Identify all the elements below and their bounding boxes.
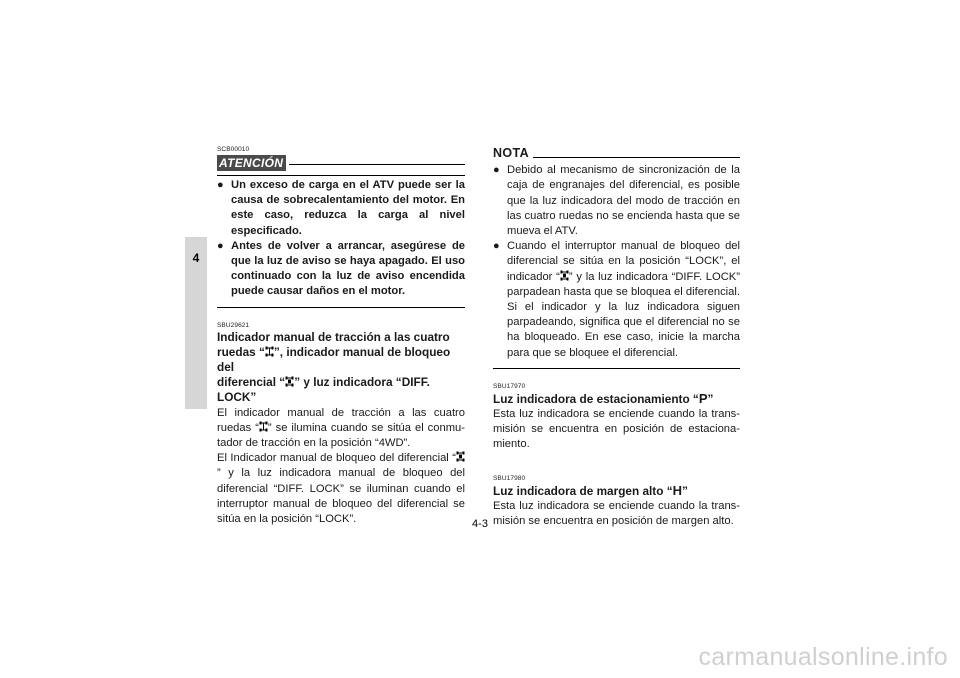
caution-rule — [289, 164, 465, 165]
watermark: carmanualsonline.info — [698, 643, 948, 671]
parking-icon: P — [698, 390, 708, 406]
4wd-icon — [259, 421, 268, 432]
diff-lock-icon — [456, 451, 465, 462]
page-number: 4-3 — [472, 518, 488, 530]
section-heading-high: Luz indicadora de margen alto “H” — [493, 482, 688, 498]
bullet-icon: ● — [217, 179, 224, 191]
caution-label: ATENCIÓN — [217, 155, 286, 171]
caution-header — [217, 155, 465, 171]
diff-lock-icon — [560, 270, 569, 281]
section-code: SBU17980 — [493, 474, 526, 482]
caution-end-rule — [217, 307, 465, 308]
section-heading-park: Luz indicadora de estacionamiento “P” — [493, 390, 714, 406]
caution-item: ● Un exceso de carga en el ATV puede ser la causa de sobrecalentamiento del motor. En este caso, reduzca la carga al nivel especificado. — [217, 179, 465, 237]
caution-code: SCB00010 — [217, 146, 250, 153]
nota-item: ● Cuando el interruptor manual de bloqueo del diferencial se sitúa en la posición “LOCK”, el indicador “ ” y la luz indicadora “DIFF. LOCK” parpadean hasta que se bloquea el diferencial. Si el indicador y la luz indicadora siguen parpadeando, significa que el diferencial no se ha bloqueado. En ese caso, inicie la marcha para que se bloquee el diferencial. — [493, 240, 740, 359]
diff-lock-icon — [285, 376, 294, 387]
paragraph: El Indicador manual de bloqueo del diferencial “” y la luz indicadora manual de bloqueo del diferencial “DIFF. LOCK” se iluminan cuando el interruptor manual de bloqueo del diferencial se sitúa en la posición “LOCK”. — [217, 452, 465, 526]
right-column — [493, 146, 740, 529]
chapter-number: 4 — [192, 251, 200, 265]
paragraph: El indicador manual de tracción a las cuatro ruedas “ ” se ilumina cuando se sitúa el conmutador de tracción en la posición “4WD”. — [217, 406, 465, 450]
paragraph: Esta luz indicadora se enciende cuando la transmisión se encuentra en posición de margen alto. — [493, 499, 740, 528]
section-code: SBU29621 — [217, 321, 250, 329]
bullet-icon: ● — [217, 239, 224, 252]
nota-rule — [533, 157, 740, 158]
high-range-icon: H — [672, 482, 682, 498]
bullet-icon: ● — [493, 240, 500, 253]
caution-item: ● Antes de volver a arrancar, asegúrese de que la luz de aviso se haya apagado. El uso continuado con la luz de aviso encendida puede causar daños en el motor. — [217, 239, 465, 298]
caution-top-rule — [217, 175, 465, 176]
nota-item: ● Debido al mecanismo de sincronización de la caja de engranajes del diferencial, es posible que la luz indicadora del modo de tracción en las cuatro ruedas no se encienda hasta que se mueva el ATV. — [493, 164, 740, 238]
nota-label: NOTA — [493, 146, 530, 160]
nota-end-rule — [493, 368, 740, 369]
chapter-tab — [185, 237, 207, 409]
caution-list — [217, 178, 465, 300]
nota-header — [493, 146, 740, 161]
bullet-icon: ● — [493, 164, 500, 177]
4wd-icon — [265, 346, 274, 357]
nota-list — [493, 163, 740, 361]
section-heading-4wd: Indicador manual de tracción a las cuatro ruedas “ ”, indicador manual de bloqueo del diferencial “ ” y luz indicadora “DIFF. LOCK” — [217, 329, 451, 405]
section-code: SBU17970 — [493, 382, 526, 390]
paragraph: Esta luz indicadora se enciende cuando la transmisión se encuentra en posición de estacionamiento. — [493, 408, 740, 451]
left-column — [217, 146, 465, 527]
